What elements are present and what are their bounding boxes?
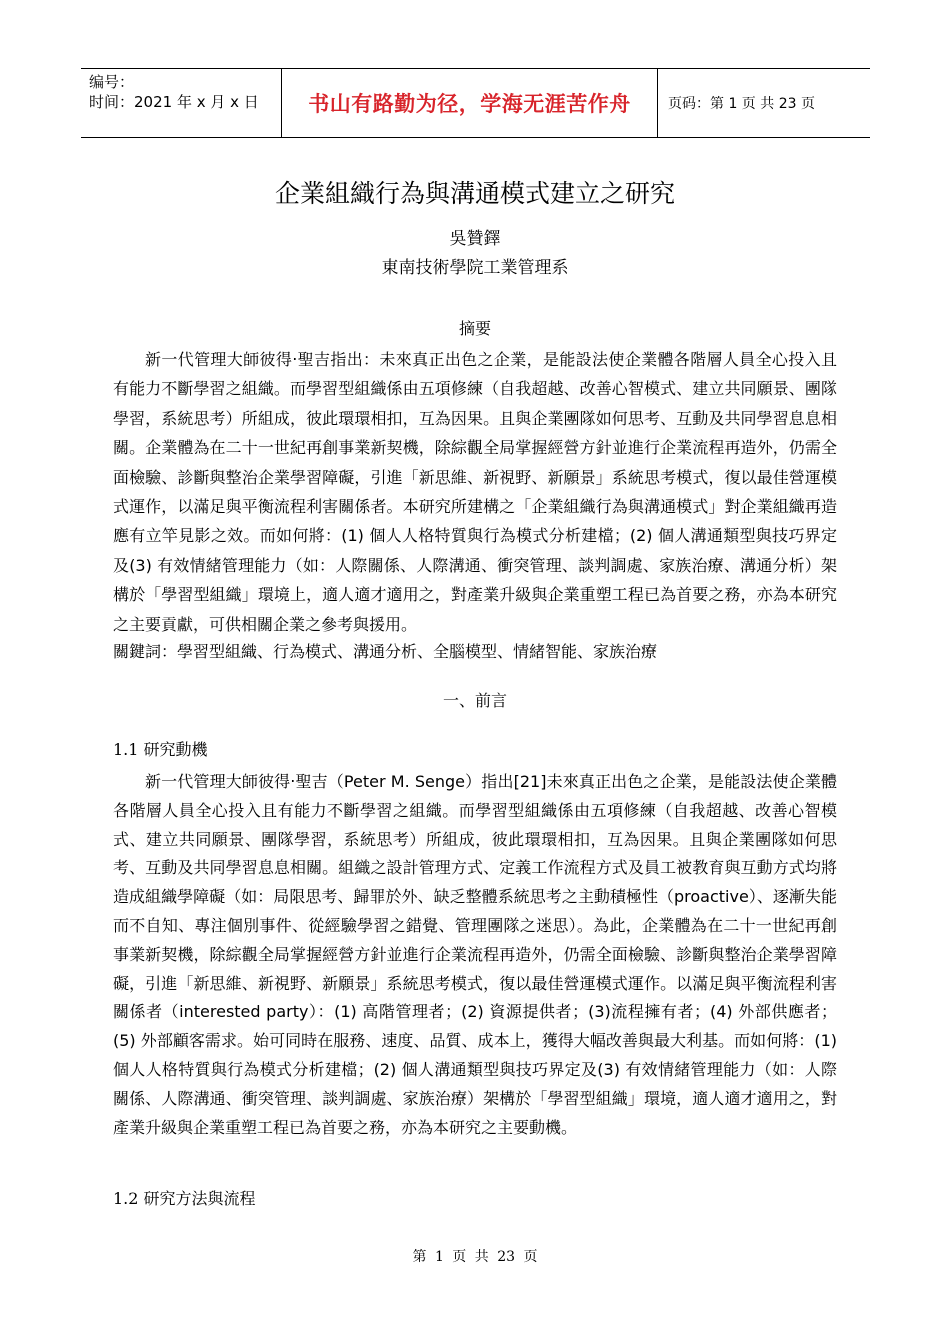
document-time-label: 时间：2021 年 x 月 x 日 [89, 93, 259, 111]
document-number-label: 编号： [89, 73, 135, 91]
keywords-line: 關鍵詞：學習型組織、行為模式、溝通分析、全腦模型、情緒智能、家族治療 [113, 642, 658, 661]
paper-author: 吳贊鐸 [449, 229, 501, 249]
motivation-paragraph: 新一代管理大師彼得‧聖吉（Peter M. Senge）指出[21]未來真正出色之企業，是能設法使企業體各階層人員全心投入且有能力不斷學習之組織。而學習型組織係由五項修練（自我超越、改善心智模式、建立共同願景、團隊學習，系統思考）所組成，彼此環環相扣，互為因果。且與企業團隊如何思考、互動及共同學習息息相關。組織之設計管理方式、定義工作流程方式及員工被教育與互動方式均將造成組織學障礙（如：局限思考、歸罪於外、缺乏整體系統思考之主動積極性（proactive）、逐漸失能而不自知、專注個別事件、從經驗學習之錯覺、管理團隊之迷思）。為此，企業體為在二十一世紀再創事業新契機，除綜觀全局掌握經營方針並進行企業流程再造外，仍需全面檢驗、診斷與整治企業學習障礙，引進「新思維、新視野、新願景」系統思考模式，復以最佳營運模式運作。以滿足與平衡流程利害關係者（interested party）：(1) 高階管理者；(2) 資源提供者；(3)流程擁有者；(4) 外部供應者；(5) 外部顧客需求。始可同時在服務、速度、品質、成本上，獲得大幅改善與最大利基。而如何將：(1) 個人人格特質與行為模式分析建檔；(2) 個人溝通類型與技巧界定及(3) 有效情緒管理能力（如：人際關係、人際溝通、衝突管理、談判調處、家族治療）架構於「學習型組織」環境，適人適才適用之，對產業升級與企業重塑工程已為首要之務，亦為本研究之主要動機。 [113, 772, 837, 1137]
section-heading-introduction: 一、前言 [442, 691, 507, 710]
subsection-title-method: 1.2 研究方法與流程 [113, 1189, 256, 1208]
page-header [81, 68, 870, 138]
subsection-title-motivation: 1.1 研究動機 [113, 740, 208, 759]
page-footer: 第 1 页 共 23 页 [412, 1249, 538, 1265]
abstract-heading: 摘要 [458, 319, 491, 338]
paper-affiliation: 東南技術學院工業管理系 [381, 258, 569, 278]
header-motto: 书山有路勤为径，学海无涯苦作舟 [281, 69, 658, 137]
paper-title: 企業組織行為與溝通模式建立之研究 [274, 179, 675, 208]
abstract-paragraph: 新一代管理大師彼得‧聖吉指出：未來真正出色之企業，是能設法使企業體各階層人員全心投入且有能力不斷學習之組織。而學習型組織係由五項修練（自我超越、改善心智模式、建立共同願景、團隊學習，系統思考）所組成，彼此環環相扣，互為因果。且與企業團隊如何思考、互動及共同學習息息相關。企業體為在二十一世紀再創事業新契機，除綜觀全局掌握經營方針並進行企業流程再造外，仍需全面檢驗、診斷與整治企業學習障礙，引進「新思維、新視野、新願景」系統思考模式，復以最佳營運模式運作，以滿足與平衡流程利害關係者。本研究所建構之「企業組織行為與溝通模式」對企業組織再造應有立竿見影之效。而如何將：(1) 個人人格特質與行為模式分析建檔；(2) 個人溝通類型與技巧界定及(3) 有效情緒管理能力（如：人際關係、人際溝通、衝突管理、談判調處、家族治療、溝通分析）架構於「學習型組織」環境上，適人適才適用之，對產業升級與企業重塑工程已為首要之務，亦為本研究之主要貢獻，可供相關企業之參考與援用。 [113, 350, 837, 634]
header-page-info: 页码：第 1 页 共 23 页 [668, 96, 815, 112]
header-left-cell [81, 69, 281, 137]
